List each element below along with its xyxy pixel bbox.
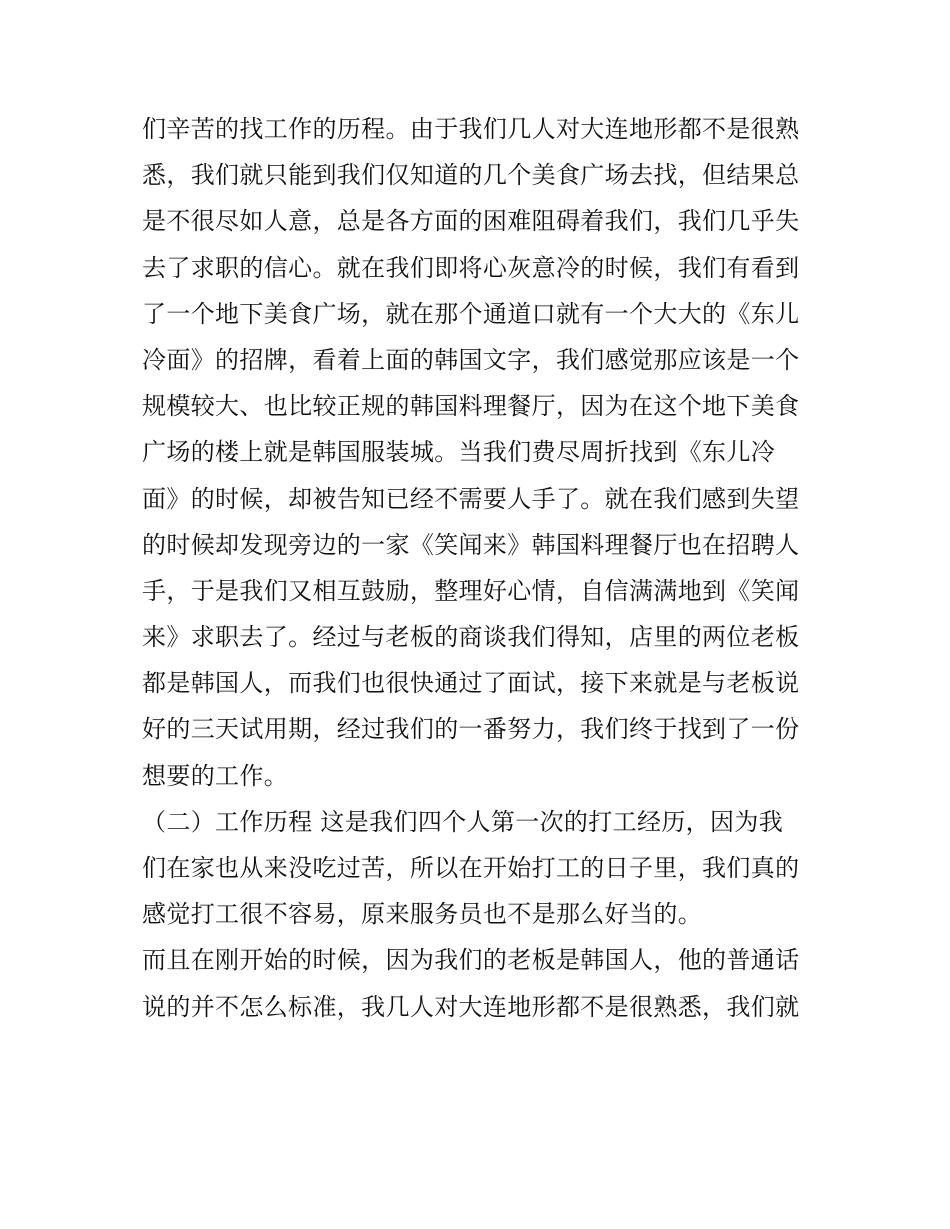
text-line: 们辛苦的找工作的历程。由于我们几人对大连地形都不是很熟: [142, 115, 800, 143]
body-text: [142, 106, 822, 1030]
text-line: 手，于是我们又相互鼓励，整理好心情，自信满满地到《笑闻: [142, 576, 800, 605]
text-line: 广场的楼上就是韩国服装城。当我们费尽周折找到《东儿冷: [142, 438, 776, 467]
text-line: 想要的工作。: [142, 761, 289, 790]
text-line: 都是韩国人，而我们也很快通过了面试，接下来就是与老板说: [142, 669, 800, 698]
text-line: 冷面》的招牌，看着上面的韩国文字，我们感觉那应该是一个: [142, 345, 800, 374]
text-line: 来》求职去了。经过与老板的商谈我们得知，店里的两位老板: [142, 623, 800, 652]
text-line: 面》的时候，却被告知已经不需要人手了。就在我们感到失望: [142, 484, 800, 513]
text-line: 说的并不怎么标准，我几人对大连地形都不是很熟悉，我们就: [142, 992, 800, 1021]
text-line: 是不很尽如人意，总是各方面的困难阻碍着我们，我们几乎失: [142, 207, 800, 236]
text-line: 去了求职的信心。就在我们即将心灰意冷的时候，我们有看到: [142, 253, 800, 282]
text-line: 悉，我们就只能到我们仅知道的几个美食广场去找，但结果总: [142, 161, 800, 190]
text-line: 感觉打工很不容易，原来服务员也不是那么好当的。: [142, 900, 703, 929]
text-line: 们在家也从来没吃过苦，所以在开始打工的日子里，我们真的: [142, 854, 800, 882]
text-line: 好的三天试用期，经过我们的一番努力，我们终于找到了一份: [142, 715, 800, 744]
text-line: 而且在刚开始的时候，因为我们的老板是韩国人，他的普通话: [142, 946, 800, 975]
text-line: 的时候却发现旁边的一家《笑闻来》韩国料理餐厅也在招聘人: [142, 530, 800, 559]
text-line: 规模较大、也比较正规的韩国料理餐厅，因为在这个地下美食: [142, 392, 800, 421]
section-heading-line: （二）工作历程 这是我们四个人第一次的打工经历，因为我: [142, 807, 784, 836]
text-line: 了一个地下美食广场，就在那个通道口就有一个大大的《东儿: [142, 299, 800, 328]
